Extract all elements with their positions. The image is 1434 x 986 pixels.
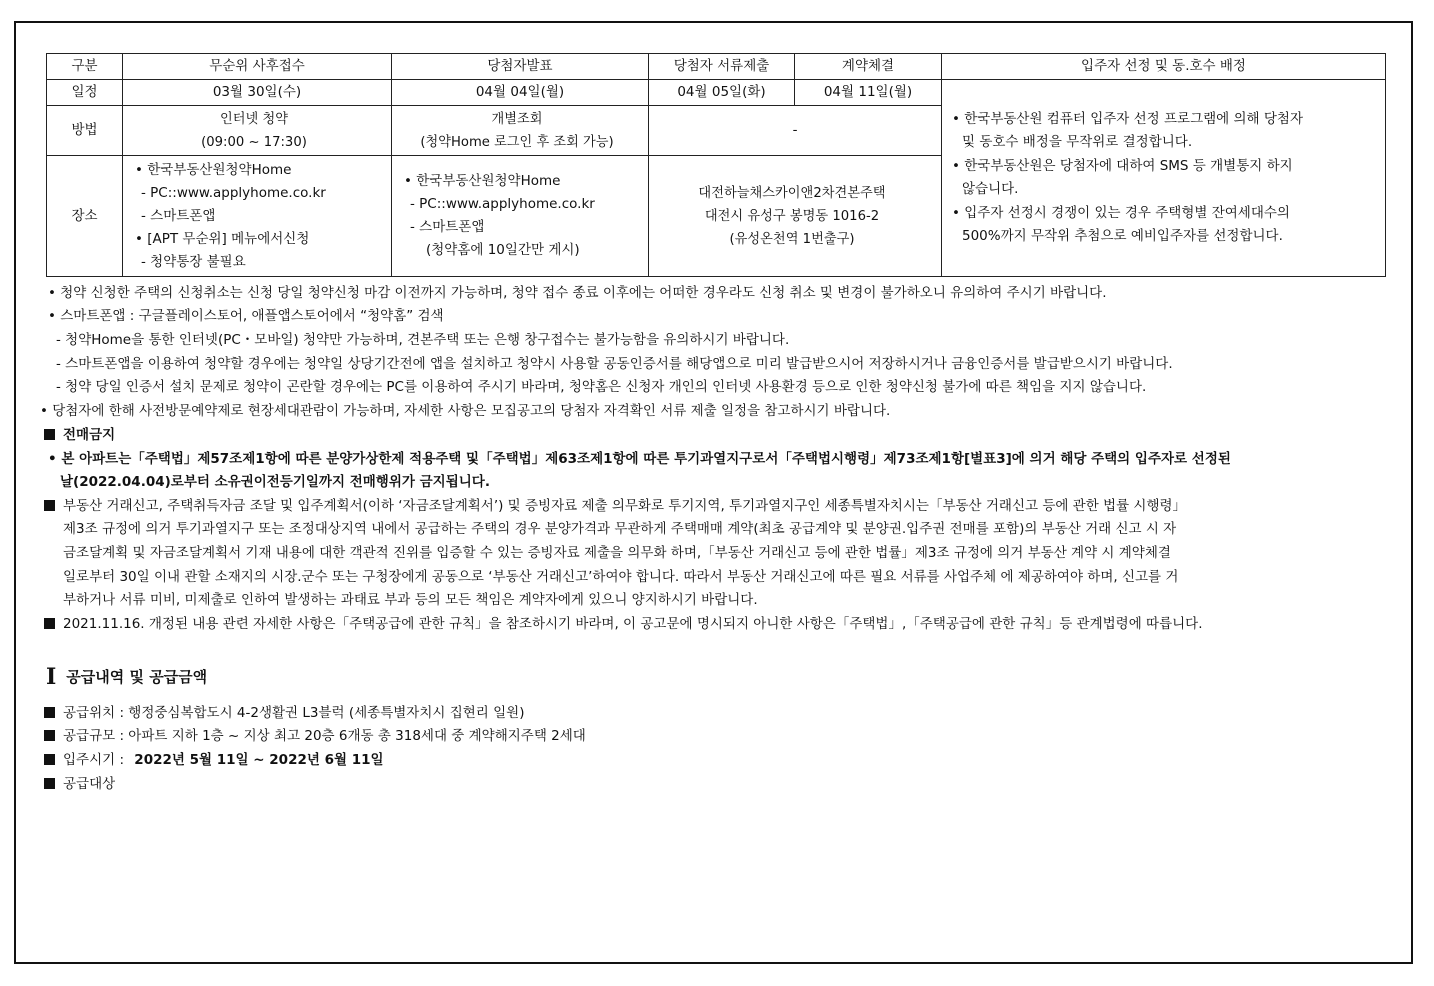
revision-text: 2021.11.16. 개정된 내용 관련 자세한 사항은「주택공급에 관한 규칙」을 참조하시기 바라며, 이 공고문에 명시되지 아니한 사항은「주택법」,「주택공급에 관한 규칙」등 관계법령에 따릅니다.: [63, 616, 1203, 632]
realestate-text: 부동산 거래신고, 주택취득자금 조달 및 입주계획서(이하 ‘자금조달계획서’) 및 증빙자료 제출 의무화로 투기지역, 투기과열지구인 세종특별자치시는「부동산 거래신고 등에 관한 법률 시행령」: [63, 498, 1187, 514]
header-docs: 당첨자 서류제출: [649, 54, 795, 80]
resale-heading: [44, 424, 115, 447]
schedule-announce: 04월 04일(월): [392, 80, 649, 106]
selection-line: 및 동호수 배정을 무작위로 결정합니다.: [962, 134, 1193, 150]
supply-target-text: 공급대상: [63, 776, 116, 792]
note-line: • 스마트폰앱 : 구글플레이스토어, 애플앱스토어에서 “청약홈” 검색: [48, 308, 444, 324]
table-row-schedule: [47, 80, 1386, 106]
place-announce-line: • 한국부동산원청약Home: [404, 173, 561, 189]
supply-location: [44, 702, 524, 725]
method-apply-line: 인터넷 청약: [220, 110, 288, 127]
place-announce: [392, 156, 649, 277]
square-bullet-icon: [44, 730, 55, 741]
place-apply-line: • 한국부동산원청약Home: [135, 161, 292, 178]
note-line: - 스마트폰앱을 이용하여 청약할 경우에는 청약일 상당기간전에 앱을 설치하고 청약시 사용할 공동인증서를 해당앱으로 미리 발급받으시어 저장하시거나 금융인증서를 발급받으시기 바랍니다.: [56, 356, 1173, 372]
method-announce-line: 개별조회: [491, 110, 543, 127]
method-docs-contract: -: [649, 106, 942, 156]
revision-line: [44, 613, 1203, 636]
section-roman: I: [46, 664, 57, 690]
note-line: - 청약 당일 인증서 설치 문제로 청약이 곤란할 경우에는 PC를 이용하여 주시기 바라며, 청약홈은 신청자 개인의 인터넷 사용환경 등으로 인한 청약신청 불가에 따른 책임을 지지 않습니다.: [56, 379, 1147, 395]
header-category: 구분: [47, 54, 123, 80]
schedule-table: [46, 53, 1386, 277]
place-announce-line: - PC::www.applyhome.co.kr: [410, 196, 595, 212]
table-header-row: [47, 54, 1386, 80]
section-title-text: 공급내역 및 공급금액: [66, 668, 208, 686]
note-line: - 청약Home을 통한 인터넷(PC・모바일) 청약만 가능하며, 견본주택 또는 은행 창구접수는 불가능함을 유의하시기 바랍니다.: [56, 332, 790, 348]
header-announce: 당첨자발표: [392, 54, 649, 80]
place-apply-line: - PC::www.applyhome.co.kr: [141, 184, 326, 201]
realestate-line: 일로부터 30일 이내 관할 소재지의 시장.군수 또는 구청장에게 공동으로 ‘부동산 거래신고’하여야 합니다. 따라서 부동산 거래신고에 따른 필요 서류를 사업주체 에 제공하여야 하며, 신고를 거: [63, 569, 1179, 585]
schedule-docs: 04월 05일(화): [649, 80, 795, 106]
place-docs-line: 대전하늘채스카이앤2차견본주택: [698, 184, 886, 201]
square-bullet-icon: [44, 754, 55, 765]
selection-cell: [942, 80, 1386, 277]
place-docs-line: (유성온천역 1번출구): [729, 230, 855, 247]
supply-location-text: 공급위치 : 행정중심복합도시 4-2생활권 L3블럭 (세종특별자치시 집현리 일원): [63, 705, 525, 721]
schedule-contract: 04월 11일(월): [795, 80, 942, 106]
note-line: • 당첨자에 한해 사전방문예약제로 현장세대관람이 가능하며, 자세한 사항은 모집공고의 당첨자 자격확인 서류 제출 일정을 참고하시기 바랍니다.: [40, 403, 891, 419]
realestate-line: 부하거나 서류 미비, 미제출로 인하여 발생하는 과태료 부과 등의 모든 책임은 계약자에게 있으니 양지하시기 바랍니다.: [63, 592, 758, 608]
resale-title: 전매금지: [63, 427, 116, 443]
supply-movein: [44, 749, 384, 772]
section-title: [46, 664, 207, 690]
method-announce: [392, 106, 649, 156]
header-apply: 무순위 사후접수: [123, 54, 392, 80]
resale-line: • 본 아파트는「주택법」제57조제1항에 따른 분양가상한제 적용주택 및「주택법」제63조제1항에 따른 투기과열지구로서「주택법시행령」제73조제1항[별표3]에 의거 해당 주택의 입주자로 선정된: [48, 451, 1231, 467]
method-apply: [123, 106, 392, 156]
schedule-apply: 03월 30일(수): [123, 80, 392, 106]
place-announce-line: (청약홈에 10일간만 게시): [426, 242, 580, 258]
row-label-place: 장소: [47, 156, 123, 277]
realestate-line: [44, 495, 1186, 518]
place-apply-line: • [APT 무순위] 메뉴에서신청: [135, 230, 310, 247]
supply-target: [44, 773, 115, 796]
method-announce-note: (청약Home 로그인 후 조회 가능): [420, 133, 614, 150]
supply-scale-text: 공급규모 : 아파트 지하 1층 ~ 지상 최고 20층 6개동 총 318세대 중 계약해지주택 2세대: [63, 728, 586, 744]
square-bullet-icon: [44, 500, 55, 511]
note-line: • 청약 신청한 주택의 신청취소는 신청 당일 청약신청 마감 이전까지 가능하며, 청약 접수 종료 이후에는 어떠한 경우라도 신청 취소 및 변경이 불가하오니 유의하여 주시기 바랍니다.: [48, 285, 1107, 301]
selection-line: 않습니다.: [962, 181, 1019, 197]
place-announce-line: - 스마트폰앱: [410, 219, 485, 235]
place-docs-line: 대전시 유성구 봉명동 1016-2: [704, 207, 880, 224]
realestate-line: 제3조 규정에 의거 투기과열지구 또는 조정대상지역 내에서 공급하는 주택의 경우 분양가격과 무관하게 주택매매 계약(최초 공급계약 및 분양권.입주권 전매를 포함)의 부동산 거래 신고 시 자: [63, 521, 1177, 537]
supply-scale: [44, 725, 586, 748]
movein-label: 입주시기 :: [63, 752, 129, 768]
header-selection: 입주자 선정 및 동.호수 배정: [942, 54, 1386, 80]
square-bullet-icon: [44, 429, 55, 440]
place-docs: [649, 156, 942, 277]
place-apply-line: - 청약통장 불필요: [141, 253, 246, 270]
square-bullet-icon: [44, 778, 55, 789]
header-contract: 계약체결: [795, 54, 942, 80]
place-apply-line: - 스마트폰앱: [141, 207, 216, 224]
selection-line: • 한국부동산원은 당첨자에 대하여 SMS 등 개별통지 하지: [952, 157, 1293, 174]
row-label-method: 방법: [47, 106, 123, 156]
selection-line: • 한국부동산원 컴퓨터 입주자 선정 프로그램에 의해 당첨자: [952, 110, 1303, 127]
method-apply-hours: (09:00 ~ 17:30): [201, 133, 307, 150]
square-bullet-icon: [44, 618, 55, 629]
square-bullet-icon: [44, 707, 55, 718]
realestate-line: 금조달계획 및 자금조달계획서 기재 내용에 대한 객관적 진위를 입증할 수 있는 증빙자료 제출을 의무화 하며,「부동산 거래신고 등에 관한 법률」제3조 규정에 의거 부동산 계약 시 계약체결: [63, 545, 1171, 561]
selection-line: • 입주자 선정시 경쟁이 있는 경우 주택형별 잔여세대수의: [952, 204, 1290, 221]
resale-line: 날(2022.04.04)로부터 소유권이전등기일까지 전매행위가 금지됩니다.: [60, 474, 490, 490]
place-apply: [123, 156, 392, 277]
selection-line: 500%까지 무작위 추첨으로 예비입주자를 선정합니다.: [962, 228, 1283, 244]
movein-value: 2022년 5월 11일 ~ 2022년 6월 11일: [134, 752, 384, 768]
row-label-schedule: 일정: [47, 80, 123, 106]
